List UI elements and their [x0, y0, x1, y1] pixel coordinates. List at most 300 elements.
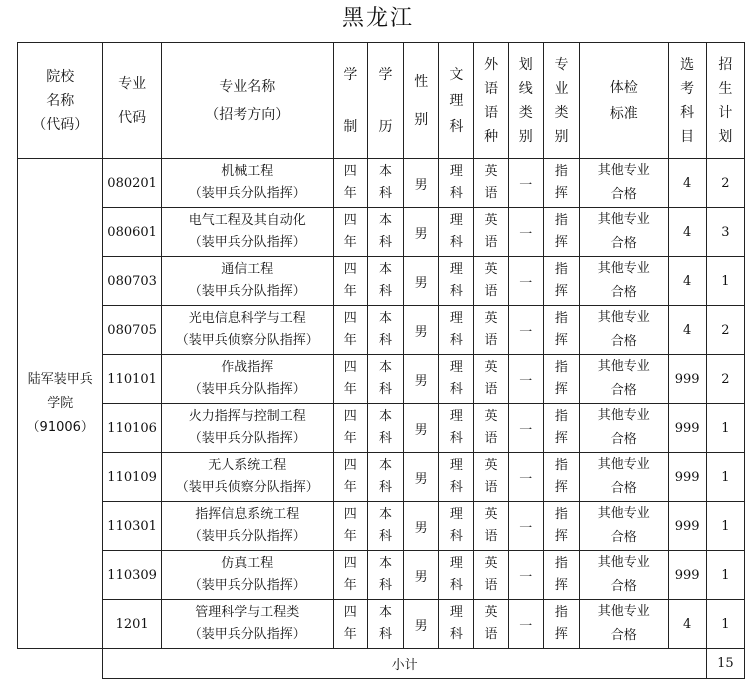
header-plan-l1: 招 [718, 56, 733, 73]
language-char: 语 [484, 627, 498, 642]
school-name-l2: 学院 [47, 395, 74, 411]
header-duration-l2: 制 [343, 118, 358, 135]
subtotal-blank [18, 649, 103, 679]
category-cell [439, 257, 474, 306]
major-code: 110109 [103, 453, 161, 502]
degree-char: 科 [378, 431, 392, 446]
language-char: 英 [484, 213, 498, 228]
subtotal-value: 15 [706, 649, 744, 679]
major-name-cell [161, 453, 333, 502]
header-major-type-l3: 类 [554, 104, 569, 121]
major-type-cell [543, 404, 579, 453]
duration-cell [333, 355, 367, 404]
language-cell [474, 159, 508, 208]
line-type: 一 [519, 520, 533, 536]
major-name: 电气工程及其自动化 [188, 213, 306, 228]
header-duration [333, 43, 367, 159]
physical-cell [580, 453, 668, 502]
header-subjects [668, 43, 706, 159]
major-name-cell [161, 502, 333, 551]
duration-char: 四 [343, 409, 357, 424]
header-physical-l1: 体检 [609, 79, 638, 96]
major-code: 1201 [103, 600, 161, 649]
plan-cell: 1 [706, 257, 744, 306]
major-name: 通信工程 [221, 262, 274, 277]
major-type-cell [543, 306, 579, 355]
physical-l2: 合格 [610, 334, 637, 349]
category-char: 科 [449, 578, 463, 593]
header-line-type-l3: 类 [518, 104, 533, 121]
category-char: 科 [449, 431, 463, 446]
major-name: 光电信息科学与工程 [188, 311, 306, 326]
language-cell [474, 453, 508, 502]
language-char: 语 [484, 333, 498, 348]
degree-cell [367, 355, 403, 404]
header-category-l2: 理 [449, 92, 464, 109]
category-cell [439, 208, 474, 257]
header-school-l2: 名称 [46, 92, 75, 109]
table-body [18, 159, 745, 679]
physical-cell [580, 306, 668, 355]
major-type-char: 指 [554, 164, 568, 179]
major-name: 作战指挥 [221, 360, 274, 375]
line-type: 一 [519, 226, 533, 242]
header-language-l3: 语 [484, 104, 499, 121]
header-language-l4: 种 [484, 128, 499, 145]
major-type-cell [543, 551, 579, 600]
table-row [18, 159, 745, 208]
physical-l1: 其他专业 [597, 408, 650, 423]
duration-char: 年 [343, 186, 357, 201]
duration-cell [333, 208, 367, 257]
physical-l1: 其他专业 [597, 261, 650, 276]
physical-cell [580, 208, 668, 257]
header-gender-l2: 别 [414, 111, 429, 128]
degree-char: 科 [378, 627, 392, 642]
duration-cell [333, 502, 367, 551]
major-type-char: 挥 [554, 333, 568, 348]
physical-l1: 其他专业 [597, 359, 650, 374]
duration-char: 年 [343, 333, 357, 348]
language-cell [474, 208, 508, 257]
major-type-cell [543, 159, 579, 208]
language-cell [474, 306, 508, 355]
language-char: 英 [484, 458, 498, 473]
major-name-cell [161, 355, 333, 404]
major-direction: （装甲兵分队指挥） [188, 235, 306, 250]
category-char: 理 [449, 360, 463, 375]
language-char: 语 [484, 382, 498, 397]
line-type-cell [508, 355, 543, 404]
language-char: 英 [484, 409, 498, 424]
major-name: 无人系统工程 [208, 458, 287, 473]
plan-cell: 1 [706, 404, 744, 453]
duration-char: 年 [343, 235, 357, 250]
physical-l1: 其他专业 [597, 555, 650, 570]
major-type-char: 挥 [554, 382, 568, 397]
category-cell [439, 453, 474, 502]
major-type-cell [543, 355, 579, 404]
header-subjects-l3: 科 [680, 104, 695, 121]
category-char: 理 [449, 458, 463, 473]
major-type-char: 指 [554, 458, 568, 473]
language-cell [474, 502, 508, 551]
degree-cell [367, 159, 403, 208]
language-char: 英 [484, 605, 498, 620]
plan-cell: 3 [706, 208, 744, 257]
major-type-char: 指 [554, 311, 568, 326]
major-name-cell [161, 257, 333, 306]
subjects-cell: 999 [668, 453, 706, 502]
plan-cell: 1 [706, 600, 744, 649]
category-cell [439, 600, 474, 649]
major-direction: （装甲兵分队指挥） [188, 529, 306, 544]
line-type-cell [508, 257, 543, 306]
language-char: 语 [484, 186, 498, 201]
major-name-cell [161, 208, 333, 257]
header-name-l1: 专业名称 [219, 78, 276, 95]
header-duration-l1: 学 [343, 66, 358, 83]
major-code: 110101 [103, 355, 161, 404]
physical-l2: 合格 [610, 187, 637, 202]
major-direction: （装甲兵分队指挥） [188, 578, 306, 593]
duration-char: 四 [343, 262, 357, 277]
degree-char: 科 [378, 284, 392, 299]
physical-cell [580, 600, 668, 649]
table-row [18, 600, 745, 649]
header-school-l1: 院校 [46, 68, 75, 85]
category-char: 科 [449, 480, 463, 495]
language-char: 语 [484, 284, 498, 299]
gender-cell: 男 [404, 159, 439, 208]
plan-cell: 2 [706, 159, 744, 208]
major-type-char: 挥 [554, 431, 568, 446]
degree-cell [367, 551, 403, 600]
physical-cell [580, 551, 668, 600]
duration-char: 年 [343, 627, 357, 642]
subtotal-row [18, 649, 745, 679]
degree-cell [367, 404, 403, 453]
physical-l1: 其他专业 [597, 506, 650, 521]
major-code: 080703 [103, 257, 161, 306]
plan-cell: 2 [706, 355, 744, 404]
degree-char: 本 [378, 262, 392, 277]
category-char: 科 [449, 529, 463, 544]
major-name-cell [161, 404, 333, 453]
physical-l2: 合格 [610, 383, 637, 398]
major-name: 仿真工程 [221, 556, 274, 571]
degree-cell [367, 306, 403, 355]
major-direction: （装甲兵侦察分队指挥） [175, 480, 319, 495]
gender-cell: 男 [404, 453, 439, 502]
major-code: 080705 [103, 306, 161, 355]
table-row [18, 453, 745, 502]
line-type: 一 [519, 618, 533, 634]
header-subjects-l4: 目 [680, 128, 695, 145]
duration-char: 四 [343, 311, 357, 326]
duration-cell [333, 306, 367, 355]
header-degree-l2: 历 [378, 118, 393, 135]
duration-cell [333, 257, 367, 306]
language-char: 英 [484, 556, 498, 571]
category-cell [439, 159, 474, 208]
physical-l1: 其他专业 [597, 604, 650, 619]
physical-l2: 合格 [610, 481, 637, 496]
line-type: 一 [519, 324, 533, 340]
major-type-char: 挥 [554, 627, 568, 642]
major-type-char: 指 [554, 262, 568, 277]
major-type-cell [543, 502, 579, 551]
major-name: 火力指挥与控制工程 [188, 409, 306, 424]
major-code: 080201 [103, 159, 161, 208]
duration-cell [333, 600, 367, 649]
subtotal-label: 小计 [103, 649, 706, 679]
degree-char: 科 [378, 480, 392, 495]
language-char: 英 [484, 262, 498, 277]
header-major-type-l4: 别 [554, 128, 569, 145]
line-type-cell [508, 551, 543, 600]
physical-cell [580, 257, 668, 306]
duration-cell [333, 404, 367, 453]
subjects-cell: 4 [668, 159, 706, 208]
major-type-char: 挥 [554, 529, 568, 544]
physical-cell [580, 404, 668, 453]
major-type-char: 挥 [554, 480, 568, 495]
table-row [18, 306, 745, 355]
gender-cell: 男 [404, 355, 439, 404]
category-cell [439, 306, 474, 355]
header-code [103, 43, 161, 159]
major-name: 管理科学与工程类 [195, 605, 300, 620]
physical-l1: 其他专业 [597, 163, 650, 178]
category-char: 理 [449, 507, 463, 522]
gender-cell: 男 [404, 404, 439, 453]
language-char: 英 [484, 311, 498, 326]
major-type-cell [543, 257, 579, 306]
language-cell [474, 355, 508, 404]
major-type-char: 指 [554, 409, 568, 424]
degree-char: 科 [378, 529, 392, 544]
header-major-type [543, 43, 579, 159]
duration-char: 四 [343, 164, 357, 179]
header-degree-l1: 学 [378, 66, 393, 83]
line-type: 一 [519, 471, 533, 487]
physical-l2: 合格 [610, 530, 637, 545]
table-row [18, 404, 745, 453]
degree-char: 科 [378, 578, 392, 593]
header-line-type-l4: 别 [518, 128, 533, 145]
category-char: 科 [449, 186, 463, 201]
header-code-l1: 专业 [118, 75, 147, 92]
major-type-char: 指 [554, 213, 568, 228]
category-char: 理 [449, 262, 463, 277]
gender-cell: 男 [404, 257, 439, 306]
category-char: 理 [449, 409, 463, 424]
category-char: 科 [449, 333, 463, 348]
table-row [18, 208, 745, 257]
line-type: 一 [519, 177, 533, 193]
category-char: 理 [449, 556, 463, 571]
subjects-cell: 4 [668, 208, 706, 257]
header-school [18, 43, 103, 159]
major-code: 110309 [103, 551, 161, 600]
header-language-l2: 语 [484, 80, 499, 97]
plan-cell: 2 [706, 306, 744, 355]
header-plan-l3: 计 [718, 104, 733, 121]
major-code: 110301 [103, 502, 161, 551]
header-name [161, 43, 333, 159]
line-type-cell [508, 404, 543, 453]
header-row [18, 43, 745, 159]
header-subjects-l1: 选 [680, 56, 695, 73]
duration-char: 年 [343, 284, 357, 299]
header-category-l1: 文 [449, 66, 464, 83]
major-type-char: 指 [554, 556, 568, 571]
degree-char: 本 [378, 458, 392, 473]
line-type-cell [508, 502, 543, 551]
line-type: 一 [519, 373, 533, 389]
header-language-l1: 外 [484, 56, 499, 73]
subjects-cell: 999 [668, 502, 706, 551]
language-char: 英 [484, 360, 498, 375]
plan-cell: 1 [706, 453, 744, 502]
subjects-cell: 4 [668, 257, 706, 306]
category-cell [439, 404, 474, 453]
major-direction: （装甲兵分队指挥） [188, 627, 306, 642]
category-cell [439, 355, 474, 404]
degree-char: 本 [378, 409, 392, 424]
major-type-cell [543, 208, 579, 257]
header-plan [706, 43, 744, 159]
gender-cell: 男 [404, 502, 439, 551]
major-type-char: 挥 [554, 578, 568, 593]
duration-char: 年 [343, 382, 357, 397]
major-type-char: 挥 [554, 186, 568, 201]
duration-char: 四 [343, 605, 357, 620]
major-type-char: 指 [554, 605, 568, 620]
language-cell [474, 600, 508, 649]
header-line-type-l1: 划 [518, 56, 533, 73]
physical-l2: 合格 [610, 432, 637, 447]
physical-l2: 合格 [610, 579, 637, 594]
duration-char: 四 [343, 213, 357, 228]
physical-l2: 合格 [610, 236, 637, 251]
major-direction: （装甲兵分队指挥） [188, 382, 306, 397]
language-char: 英 [484, 507, 498, 522]
school-name-l1: 陆军装甲兵 [27, 371, 93, 387]
duration-char: 年 [343, 529, 357, 544]
header-category-l3: 科 [449, 118, 464, 135]
line-type-cell [508, 306, 543, 355]
header-name-l2: （招考方向） [205, 106, 290, 123]
duration-char: 四 [343, 458, 357, 473]
duration-char: 四 [343, 507, 357, 522]
language-cell [474, 551, 508, 600]
duration-cell [333, 551, 367, 600]
subjects-cell: 999 [668, 355, 706, 404]
duration-char: 年 [343, 431, 357, 446]
category-char: 理 [449, 311, 463, 326]
major-type-char: 指 [554, 507, 568, 522]
header-code-l2: 代码 [118, 109, 147, 126]
degree-char: 本 [378, 605, 392, 620]
line-type-cell [508, 208, 543, 257]
line-type: 一 [519, 569, 533, 585]
physical-l2: 合格 [610, 285, 637, 300]
degree-char: 本 [378, 507, 392, 522]
major-name: 指挥信息系统工程 [195, 507, 300, 522]
major-type-char: 挥 [554, 235, 568, 250]
header-degree [367, 43, 403, 159]
category-char: 科 [449, 627, 463, 642]
header-plan-l4: 划 [718, 128, 733, 145]
subjects-cell: 999 [668, 551, 706, 600]
degree-cell [367, 600, 403, 649]
duration-cell [333, 159, 367, 208]
language-cell [474, 257, 508, 306]
header-physical [580, 43, 668, 159]
plan-cell: 1 [706, 551, 744, 600]
degree-char: 本 [378, 213, 392, 228]
major-type-char: 指 [554, 360, 568, 375]
physical-cell [580, 502, 668, 551]
category-char: 理 [449, 605, 463, 620]
physical-cell [580, 355, 668, 404]
header-line-type-l2: 线 [518, 80, 533, 97]
school-cell [18, 159, 103, 649]
degree-cell [367, 208, 403, 257]
physical-l2: 合格 [610, 628, 637, 643]
physical-cell [580, 159, 668, 208]
major-type-cell [543, 600, 579, 649]
table-row [18, 257, 745, 306]
header-language [474, 43, 508, 159]
language-char: 语 [484, 578, 498, 593]
major-direction: （装甲兵分队指挥） [188, 186, 306, 201]
major-type-char: 挥 [554, 284, 568, 299]
header-major-type-l1: 专 [554, 56, 569, 73]
duration-char: 四 [343, 556, 357, 571]
degree-char: 科 [378, 235, 392, 250]
major-name-cell [161, 600, 333, 649]
admissions-table [17, 42, 745, 679]
duration-char: 四 [343, 360, 357, 375]
language-char: 语 [484, 431, 498, 446]
degree-cell [367, 453, 403, 502]
line-type-cell [508, 159, 543, 208]
header-line-type [508, 43, 543, 159]
gender-cell: 男 [404, 306, 439, 355]
language-char: 语 [484, 480, 498, 495]
gender-cell: 男 [404, 600, 439, 649]
language-char: 语 [484, 235, 498, 250]
major-name: 机械工程 [221, 164, 274, 179]
major-code: 080601 [103, 208, 161, 257]
language-char: 语 [484, 529, 498, 544]
plan-cell: 1 [706, 502, 744, 551]
header-gender-l1: 性 [414, 73, 429, 90]
gender-cell: 男 [404, 208, 439, 257]
header-school-l3: （代码） [32, 116, 89, 133]
page-title: 黑龙江 [341, 6, 414, 31]
major-direction: （装甲兵分队指挥） [188, 284, 306, 299]
major-name-cell [161, 551, 333, 600]
physical-l1: 其他专业 [597, 310, 650, 325]
category-char: 科 [449, 382, 463, 397]
language-cell [474, 404, 508, 453]
line-type: 一 [519, 422, 533, 438]
major-type-cell [543, 453, 579, 502]
